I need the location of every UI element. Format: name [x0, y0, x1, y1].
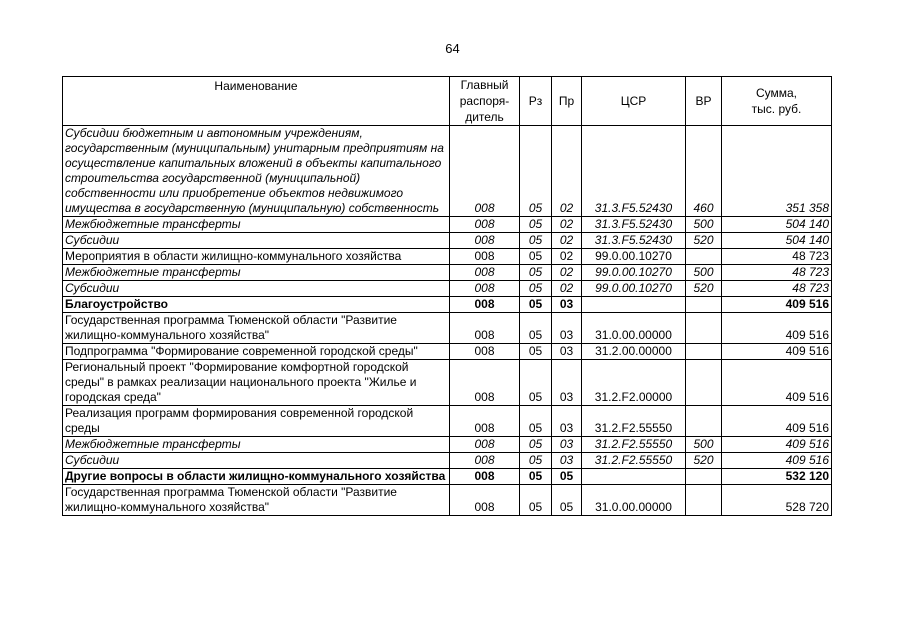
table-row — [63, 249, 832, 265]
table-row — [63, 453, 832, 469]
col-header-csr: ЦСР — [582, 77, 686, 126]
cell-csr: 99.0.00.10270 — [582, 249, 686, 265]
cell-csr: 31.2.F2.55550 — [582, 437, 686, 453]
cell-csr: 31.3.F5.52430 — [582, 233, 686, 249]
cell-sum: 409 516 — [722, 297, 832, 313]
cell-pr: 02 — [552, 265, 582, 281]
cell-name: Межбюджетные трансферты — [63, 217, 450, 233]
cell-vr — [686, 344, 722, 360]
cell-name: Субсидии — [63, 453, 450, 469]
cell-rz: 05 — [520, 313, 552, 344]
col-header-sum — [722, 77, 832, 126]
cell-name: Государственная программа Тюменской области "Развитие жилищно-коммунального хозяйства" — [63, 313, 450, 344]
budget-table — [62, 76, 832, 516]
cell-chief: 008 — [450, 485, 520, 516]
cell-sum: 409 516 — [722, 360, 832, 406]
col-header-sum-line-1: Сумма, — [755, 86, 798, 100]
cell-rz: 05 — [520, 344, 552, 360]
col-header-name: Наименование — [63, 77, 450, 126]
cell-pr: 03 — [552, 297, 582, 313]
cell-name: Региональный проект "Формирование комфортной городской среды" в рамках реализации национального проекта "Жилье и городская среда" — [63, 360, 450, 406]
cell-chief: 008 — [450, 265, 520, 281]
table-row — [63, 281, 832, 297]
cell-csr: 99.0.00.10270 — [582, 281, 686, 297]
cell-chief: 008 — [450, 217, 520, 233]
col-header-sum-line-2: тыс. руб. — [751, 102, 802, 116]
table-row — [63, 360, 832, 406]
cell-csr: 31.3.F5.52430 — [582, 217, 686, 233]
cell-pr: 03 — [552, 360, 582, 406]
cell-rz: 05 — [520, 249, 552, 265]
cell-pr: 03 — [552, 406, 582, 437]
cell-csr: 31.3.F5.52430 — [582, 126, 686, 217]
cell-sum: 504 140 — [722, 217, 832, 233]
cell-chief: 008 — [450, 469, 520, 485]
cell-name: Межбюджетные трансферты — [63, 437, 450, 453]
col-header-rz: Рз — [520, 77, 552, 126]
cell-csr — [582, 469, 686, 485]
cell-rz: 05 — [520, 126, 552, 217]
cell-rz: 05 — [520, 233, 552, 249]
cell-vr: 500 — [686, 437, 722, 453]
cell-rz: 05 — [520, 453, 552, 469]
cell-vr — [686, 297, 722, 313]
cell-sum: 48 723 — [722, 265, 832, 281]
cell-pr: 02 — [552, 126, 582, 217]
cell-vr: 500 — [686, 217, 722, 233]
cell-rz: 05 — [520, 217, 552, 233]
table-row — [63, 217, 832, 233]
cell-vr — [686, 360, 722, 406]
cell-vr — [686, 313, 722, 344]
table-row — [63, 485, 832, 516]
cell-name: Благоустройство — [63, 297, 450, 313]
cell-csr: 31.2.00.00000 — [582, 344, 686, 360]
cell-vr — [686, 469, 722, 485]
cell-vr — [686, 485, 722, 516]
cell-sum: 409 516 — [722, 344, 832, 360]
col-header-chief — [450, 77, 520, 126]
cell-name: Мероприятия в области жилищно-коммунального хозяйства — [63, 249, 450, 265]
cell-rz: 05 — [520, 360, 552, 406]
cell-name: Государственная программа Тюменской области "Развитие жилищно-коммунального хозяйства" — [63, 485, 450, 516]
cell-csr: 31.2.F2.00000 — [582, 360, 686, 406]
cell-sum: 528 720 — [722, 485, 832, 516]
table-row — [63, 344, 832, 360]
cell-pr: 02 — [552, 281, 582, 297]
cell-vr: 500 — [686, 265, 722, 281]
cell-sum: 409 516 — [722, 313, 832, 344]
col-header-chief-line-2: распоря- — [459, 94, 510, 108]
cell-csr — [582, 297, 686, 313]
col-header-pr: Пр — [552, 77, 582, 126]
cell-sum: 532 120 — [722, 469, 832, 485]
table-body — [63, 126, 832, 516]
col-header-chief-line-1: Главный — [460, 78, 509, 92]
cell-csr: 31.0.00.00000 — [582, 313, 686, 344]
cell-sum: 409 516 — [722, 406, 832, 437]
cell-pr: 02 — [552, 233, 582, 249]
cell-vr: 520 — [686, 233, 722, 249]
cell-chief: 008 — [450, 453, 520, 469]
cell-sum: 409 516 — [722, 437, 832, 453]
cell-vr: 520 — [686, 453, 722, 469]
cell-rz: 05 — [520, 297, 552, 313]
cell-vr: 460 — [686, 126, 722, 217]
cell-chief: 008 — [450, 360, 520, 406]
cell-vr: 520 — [686, 281, 722, 297]
table-row — [63, 265, 832, 281]
cell-sum: 351 358 — [722, 126, 832, 217]
cell-chief: 008 — [450, 313, 520, 344]
cell-sum: 48 723 — [722, 249, 832, 265]
table-header — [63, 77, 832, 126]
cell-name: Субсидии — [63, 281, 450, 297]
cell-rz: 05 — [520, 281, 552, 297]
cell-rz: 05 — [520, 437, 552, 453]
cell-chief: 008 — [450, 281, 520, 297]
cell-name: Субсидии — [63, 233, 450, 249]
cell-pr: 03 — [552, 313, 582, 344]
cell-rz: 05 — [520, 406, 552, 437]
cell-chief: 008 — [450, 437, 520, 453]
col-header-vr: ВР — [686, 77, 722, 126]
cell-chief: 008 — [450, 406, 520, 437]
cell-csr: 31.0.00.00000 — [582, 485, 686, 516]
cell-csr: 31.2.F2.55550 — [582, 453, 686, 469]
table-row — [63, 297, 832, 313]
cell-chief: 008 — [450, 344, 520, 360]
cell-name: Реализация программ формирования современной городской среды — [63, 406, 450, 437]
table-row — [63, 233, 832, 249]
cell-chief: 008 — [450, 126, 520, 217]
cell-rz: 05 — [520, 265, 552, 281]
cell-sum: 409 516 — [722, 453, 832, 469]
cell-sum: 504 140 — [722, 233, 832, 249]
cell-name: Подпрограмма "Формирование современной городской среды" — [63, 344, 450, 360]
cell-chief: 008 — [450, 233, 520, 249]
cell-name: Другие вопросы в области жилищно-коммунального хозяйства — [63, 469, 450, 485]
table-row — [63, 126, 832, 217]
cell-vr — [686, 406, 722, 437]
cell-csr: 99.0.00.10270 — [582, 265, 686, 281]
cell-rz: 05 — [520, 469, 552, 485]
cell-pr: 02 — [552, 217, 582, 233]
page-number: 64 — [445, 41, 460, 56]
cell-pr: 03 — [552, 344, 582, 360]
table-row — [63, 437, 832, 453]
cell-sum: 48 723 — [722, 281, 832, 297]
table-row — [63, 406, 832, 437]
cell-pr: 03 — [552, 453, 582, 469]
cell-chief: 008 — [450, 297, 520, 313]
cell-vr — [686, 249, 722, 265]
cell-rz: 05 — [520, 485, 552, 516]
cell-pr: 02 — [552, 249, 582, 265]
col-header-chief-line-3: дитель — [465, 110, 504, 124]
cell-pr: 05 — [552, 485, 582, 516]
table-row — [63, 313, 832, 344]
cell-pr: 05 — [552, 469, 582, 485]
cell-name: Субсидии бюджетным и автономным учреждениям, государственным (муниципальным) унитарным предприятиям на осуществление капитальных вложений в объекты капитального строительства государственной (муниципальной) собственности или приобретение объектов недвижимого имущества в государственную (муниципальную) собственность — [63, 126, 450, 217]
cell-chief: 008 — [450, 249, 520, 265]
cell-csr: 31.2.F2.55550 — [582, 406, 686, 437]
table-row — [63, 469, 832, 485]
cell-pr: 03 — [552, 437, 582, 453]
cell-name: Межбюджетные трансферты — [63, 265, 450, 281]
